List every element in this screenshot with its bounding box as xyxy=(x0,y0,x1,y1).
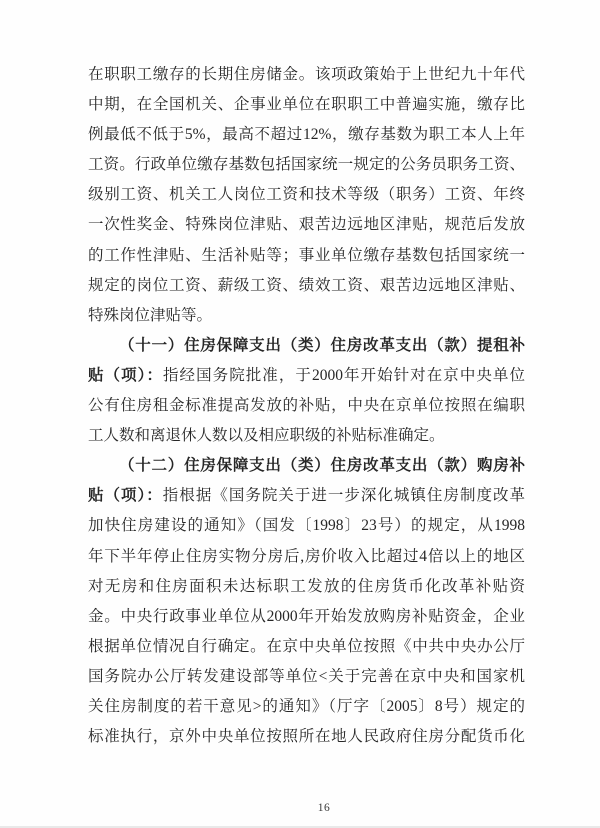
text-line xyxy=(88,120,525,150)
text-segment: 级别工资、机关工人岗位工资和技术等级（职务）工资、年终 xyxy=(88,186,525,204)
text-line xyxy=(88,210,525,240)
text-line xyxy=(88,391,525,421)
bold-text-segment: 贴（项）： xyxy=(88,487,163,505)
text-line xyxy=(88,542,525,572)
text-segment: 一次性奖金、特殊岗位津贴、艰苦边远地区津贴，规范后发放 xyxy=(88,216,525,234)
text-segment: 标准执行，京外中央单位按照所在地人民政府住房分配货币化 xyxy=(88,728,525,746)
text-segment: 中期，在全国机关、企事业单位在职职工中普遍实施，缴存比 xyxy=(88,96,525,114)
text-segment: 对无房和住房面积未达标职工发放的住房货币化改革补贴资 xyxy=(88,577,525,595)
text-segment: 工人数和离退休人数以及相应职级的补贴标准确定。 xyxy=(88,427,445,445)
text-block xyxy=(88,60,525,752)
text-segment: 指经国务院批准，于2000年开始针对在京中央单位 xyxy=(163,366,525,384)
text-segment: 金。中央行政事业单位从2000年开始发放购房补贴资金，企业 xyxy=(88,607,525,625)
page-number: 16 xyxy=(317,802,331,814)
text-segment: 规定的岗位工资、薪级工资、绩效工资、艰苦边远地区津贴、 xyxy=(88,276,525,294)
text-line xyxy=(88,60,525,90)
text-segment: 特殊岗位津贴等。 xyxy=(88,306,213,324)
text-line xyxy=(88,481,525,511)
text-segment: 例最低不低于5%，最高不超过12%，缴存基数为职工本人上年 xyxy=(88,126,525,144)
text-line xyxy=(88,692,525,722)
text-line xyxy=(88,722,525,752)
text-line xyxy=(88,271,525,301)
text-segment: 国务院办公厅转发建设部等单位<关于完善在京中央和国家机 xyxy=(88,667,525,685)
text-line xyxy=(88,421,525,451)
bold-text-segment: （十二）住房保障支出（类）住房改革支出（款）购房补 xyxy=(119,457,525,475)
text-segment: 在职职工缴存的长期住房储金。该项政策始于上世纪九十年代 xyxy=(88,66,525,83)
text-line xyxy=(88,331,525,361)
text-line xyxy=(88,632,525,662)
text-segment: 加快住房建设的通知》（国发〔1998〕23号）的规定，从1998 xyxy=(88,517,525,535)
text-line xyxy=(88,150,525,180)
text-line xyxy=(88,511,525,541)
text-line xyxy=(88,572,525,602)
text-line xyxy=(88,90,525,120)
text-line xyxy=(88,241,525,271)
text-segment: 关住房制度的若干意见>的通知》（厅字〔2005〕8号）规定的 xyxy=(88,697,525,715)
text-segment: 工资。行政单位缴存基数包括国家统一规定的公务员职务工资、 xyxy=(88,156,525,174)
bold-text-segment: 贴（项）： xyxy=(88,366,163,384)
text-line xyxy=(88,602,525,632)
bold-text-segment: （十一）住房保障支出（类）住房改革支出（款）提租补 xyxy=(119,336,525,354)
text-segment: 指根据《国务院关于进一步深化城镇住房制度改革 xyxy=(162,487,525,505)
text-line xyxy=(88,301,525,331)
text-segment: 根据单位情况自行确定。在京中央单位按照《中共中央办公厅 xyxy=(88,637,525,655)
text-segment: 公有住房租金标准提高发放的补贴，中央在京单位按照在编职 xyxy=(88,397,525,415)
text-line xyxy=(88,662,525,692)
text-line xyxy=(88,180,525,210)
text-line xyxy=(88,451,525,481)
text-segment: 的工作性津贴、生活补贴等；事业单位缴存基数包括国家统一 xyxy=(88,246,525,264)
text-line xyxy=(88,361,525,391)
text-segment: 年下半年停止住房实物分房后,房价收入比超过4倍以上的地区 xyxy=(88,547,525,565)
